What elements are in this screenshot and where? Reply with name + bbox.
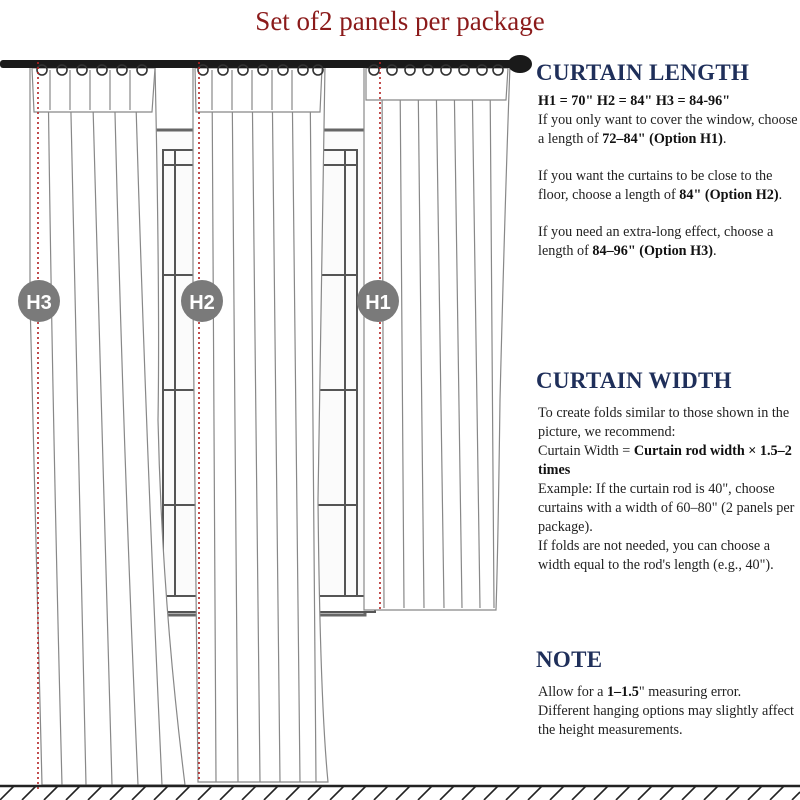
badge-h2	[181, 280, 223, 322]
badge-h3-label: H3	[26, 292, 52, 314]
width-formula-value: Curtain rod width × 1.5–2 times	[538, 443, 792, 478]
length-option-h1-end: .	[722, 131, 727, 147]
width-heading: CURTAIN WIDTH	[536, 368, 732, 393]
length-option-h2-value: 84" (Option H2)	[679, 187, 779, 203]
length-heading: CURTAIN LENGTH	[536, 60, 750, 85]
badge-h2-label: H2	[189, 292, 215, 314]
note-error-text: Allow for a	[538, 684, 607, 700]
width-intro: To create folds similar to those shown in the picture, we recommend:	[538, 405, 790, 440]
curtain-h1	[364, 65, 510, 610]
length-option-h3-end: .	[712, 243, 717, 259]
note-measuring-error	[538, 683, 798, 702]
note-heading: NOTE	[536, 647, 603, 672]
page-title: Set of2 panels per package	[255, 6, 545, 36]
badge-h3	[18, 280, 60, 322]
length-option-h1-value: 72–84" (Option H1)	[602, 131, 723, 147]
length-summary: H1 = 70" H2 = 84" H3 = 84-96"	[538, 93, 731, 109]
badge-h1	[357, 280, 399, 322]
length-option-h3	[538, 223, 798, 261]
width-formula	[538, 442, 798, 480]
width-example: Example: If the curtain rod is 40", choose curtains with a width of 60–80" (2 panels per package).	[538, 481, 795, 535]
width-formula-label: Curtain Width =	[538, 443, 634, 459]
note-hanging-options: Different hanging options may slightly affect the height measurements.	[538, 703, 794, 738]
floor	[0, 786, 800, 800]
length-option-h2-text: If you want the curtains to be close to the floor, choose a length of	[538, 168, 773, 203]
length-option-h3-text: If you need an extra-long effect, choose a length of	[538, 224, 774, 259]
curtain-h2	[193, 65, 328, 782]
note-section	[536, 647, 798, 740]
note-error-end: " measuring error.	[638, 684, 742, 700]
length-section	[536, 60, 798, 261]
width-section	[536, 368, 798, 575]
length-option-h2	[538, 167, 798, 205]
length-option-h1-text: If you only want to cover the window, choose a length of	[538, 112, 798, 147]
width-no-folds: If folds are not needed, you can choose a width equal to the rod's length (e.g., 40").	[538, 538, 774, 573]
length-option-h3-value: 84–96" (Option H3)	[592, 243, 713, 259]
note-error-value: 1–1.5	[606, 684, 639, 700]
length-option-h1	[538, 111, 798, 149]
badge-h1-label: H1	[365, 292, 391, 314]
length-option-h2-end: .	[778, 187, 783, 203]
